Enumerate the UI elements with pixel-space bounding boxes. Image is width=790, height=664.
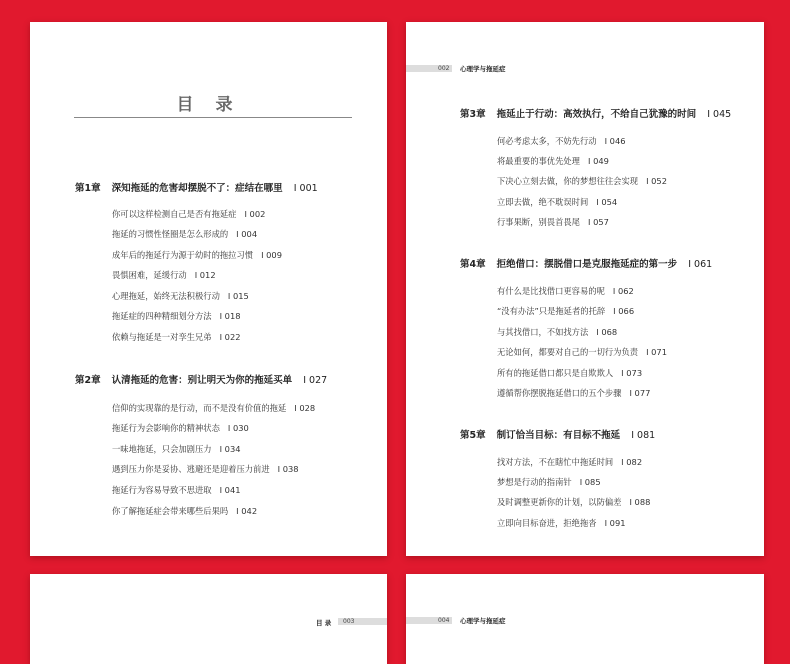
- section-text: 拖延行为容易导致不思进取: [112, 485, 212, 495]
- section-text: 何必考虑太多，不妨先行动: [497, 136, 597, 146]
- section-page: I 004: [236, 229, 258, 239]
- chapter-title: 认清拖延的危害：别让明天为你的拖延买单: [111, 375, 293, 386]
- chapter-3[interactable]: [460, 106, 731, 120]
- chapter-title: 深知拖延的危害却摆脱不了：症结在哪里: [111, 183, 283, 194]
- section-item[interactable]: [497, 175, 667, 187]
- section-text: 有什么是比找借口更容易的呢: [497, 286, 605, 296]
- section-item[interactable]: [497, 517, 626, 529]
- section-item[interactable]: [497, 387, 650, 399]
- section-page: I 073: [621, 368, 643, 378]
- chapter-page: I 001: [293, 183, 318, 194]
- chapter-title: 拒绝借口：摆脱借口是克服拖延症的第一步: [496, 259, 678, 270]
- section-page: I 077: [629, 388, 651, 398]
- section-item[interactable]: [497, 196, 617, 208]
- section-text: 拖延症的四种精细划分方法: [112, 311, 212, 321]
- chapter-page: I 081: [631, 430, 656, 441]
- chapter-page: I 061: [688, 259, 713, 270]
- chapter-5[interactable]: [460, 427, 655, 441]
- section-page: I 015: [227, 291, 249, 301]
- chapter-4[interactable]: [460, 256, 712, 270]
- section-page: I 018: [219, 311, 241, 321]
- section-item[interactable]: [112, 443, 241, 455]
- section-text: 立即向目标奋进，拒绝拖沓: [497, 518, 597, 528]
- section-page: I 022: [219, 332, 241, 342]
- section-page: I 041: [219, 485, 241, 495]
- chapter-title: 拖延止于行动：高效执行，不给自己犹豫的时间: [496, 109, 697, 120]
- section-page: I 038: [277, 464, 299, 474]
- page-number: 003: [343, 618, 355, 625]
- section-page: I 062: [612, 286, 634, 296]
- section-text: “没有办法”只是拖延者的托辞: [497, 306, 606, 316]
- section-text: 遇到压力你是妥协、逃避还是迎着压力前进: [112, 464, 270, 474]
- chapter-page: I 027: [303, 375, 328, 386]
- section-text: 成年后的拖延行为源于幼时的拖拉习惯: [112, 250, 254, 260]
- section-page: I 002: [244, 209, 266, 219]
- section-page: I 012: [194, 270, 216, 280]
- chapter-2[interactable]: [75, 372, 327, 386]
- running-header: 目 录: [316, 619, 332, 627]
- section-item[interactable]: [497, 476, 601, 488]
- section-text: 畏惧困难，延缓行动: [112, 270, 187, 280]
- running-header: 心理学与拖延症: [460, 617, 506, 625]
- chapter-number: 第1章: [75, 183, 101, 194]
- section-page: I 071: [646, 347, 667, 357]
- section-item[interactable]: [112, 290, 249, 302]
- chapter-page: I 045: [707, 109, 732, 120]
- section-item[interactable]: [112, 463, 299, 475]
- section-item[interactable]: [112, 484, 241, 496]
- section-page: I 046: [604, 136, 626, 146]
- section-text: 遵循帮你摆脱拖延借口的五个步骤: [497, 388, 622, 398]
- section-text: 拖延行为会影响你的精神状态: [112, 423, 220, 433]
- section-page: I 009: [261, 250, 282, 260]
- section-item[interactable]: [112, 208, 265, 220]
- section-item[interactable]: [497, 346, 667, 358]
- section-page: I 030: [227, 423, 249, 433]
- page-number: 004: [438, 617, 450, 624]
- section-text: 行事果断，别畏首畏尾: [497, 217, 580, 227]
- section-text: 你了解拖延症会带来哪些后果吗: [112, 506, 229, 516]
- section-page: I 066: [613, 306, 635, 316]
- section-item[interactable]: [497, 305, 634, 317]
- section-item[interactable]: [497, 285, 634, 297]
- section-item[interactable]: [112, 249, 282, 261]
- chapter-number: 第3章: [460, 109, 486, 120]
- section-text: 及时调整更新你的计划，以防偏差: [497, 497, 622, 507]
- section-text: 所有的拖延借口都只是自欺欺人: [497, 368, 614, 378]
- section-text: 找对方法，不在瞎忙中拖延时间: [497, 457, 614, 467]
- page-bottom-left: [30, 574, 387, 664]
- section-text: 梦想是行动的指南针: [497, 477, 572, 487]
- section-text: 下决心立刻去做，你的梦想往往会实现: [497, 176, 639, 186]
- section-page: I 049: [587, 156, 609, 166]
- section-page: I 054: [596, 197, 618, 207]
- chapter-number: 第4章: [460, 259, 486, 270]
- section-page: I 052: [646, 176, 667, 186]
- section-item[interactable]: [112, 331, 241, 343]
- section-text: 与其找借口，不如找方法: [497, 327, 589, 337]
- section-text: 立即去做，绝不耽误时间: [497, 197, 589, 207]
- title-divider: [74, 117, 352, 118]
- section-text: 无论如何，都要对自己的一切行为负责: [497, 347, 639, 357]
- section-text: 信仰的实现靠的是行动，而不是没有价值的拖延: [112, 403, 287, 413]
- section-item[interactable]: [112, 505, 257, 517]
- section-page: I 068: [596, 327, 618, 337]
- section-item[interactable]: [112, 310, 241, 322]
- section-item[interactable]: [112, 228, 257, 240]
- chapter-number: 第2章: [75, 375, 101, 386]
- section-item[interactable]: [497, 496, 650, 508]
- section-item[interactable]: [497, 135, 626, 147]
- section-text: 一味地拖延，只会加剧压力: [112, 444, 212, 454]
- section-text: 将最重要的事优先处理: [497, 156, 580, 166]
- section-page: I 057: [587, 217, 609, 227]
- page-bottom-right: [406, 574, 764, 664]
- chapter-number: 第5章: [460, 430, 486, 441]
- section-page: I 091: [604, 518, 626, 528]
- section-text: 拖延的习惯性怪圈是怎么形成的: [112, 229, 229, 239]
- section-page: I 082: [621, 457, 643, 467]
- section-item[interactable]: [112, 269, 216, 281]
- running-header: 心理学与拖延症: [460, 65, 506, 73]
- toc-title: 目 录: [176, 95, 241, 115]
- chapter-1[interactable]: [75, 180, 318, 194]
- section-item[interactable]: [497, 456, 642, 468]
- section-text: 心理拖延，始终无法积极行动: [112, 291, 220, 301]
- toc-page-left: [30, 22, 387, 556]
- toc-page-right: [406, 22, 764, 556]
- section-page: I 085: [579, 477, 601, 487]
- section-item[interactable]: [497, 155, 609, 167]
- section-item[interactable]: [112, 402, 315, 414]
- page-number: 002: [438, 65, 450, 72]
- chapter-title: 制订恰当目标：有目标不拖延: [496, 430, 621, 441]
- section-page: I 042: [236, 506, 258, 516]
- section-item[interactable]: [497, 367, 642, 379]
- section-page: I 034: [219, 444, 241, 454]
- section-item[interactable]: [112, 422, 249, 434]
- section-text: 依赖与拖延是一对孪生兄弟: [112, 332, 212, 342]
- section-item[interactable]: [497, 326, 617, 338]
- section-page: I 088: [629, 497, 651, 507]
- section-page: I 028: [294, 403, 316, 413]
- section-text: 你可以这样检测自己是否有拖延症: [112, 209, 237, 219]
- section-item[interactable]: [497, 216, 609, 228]
